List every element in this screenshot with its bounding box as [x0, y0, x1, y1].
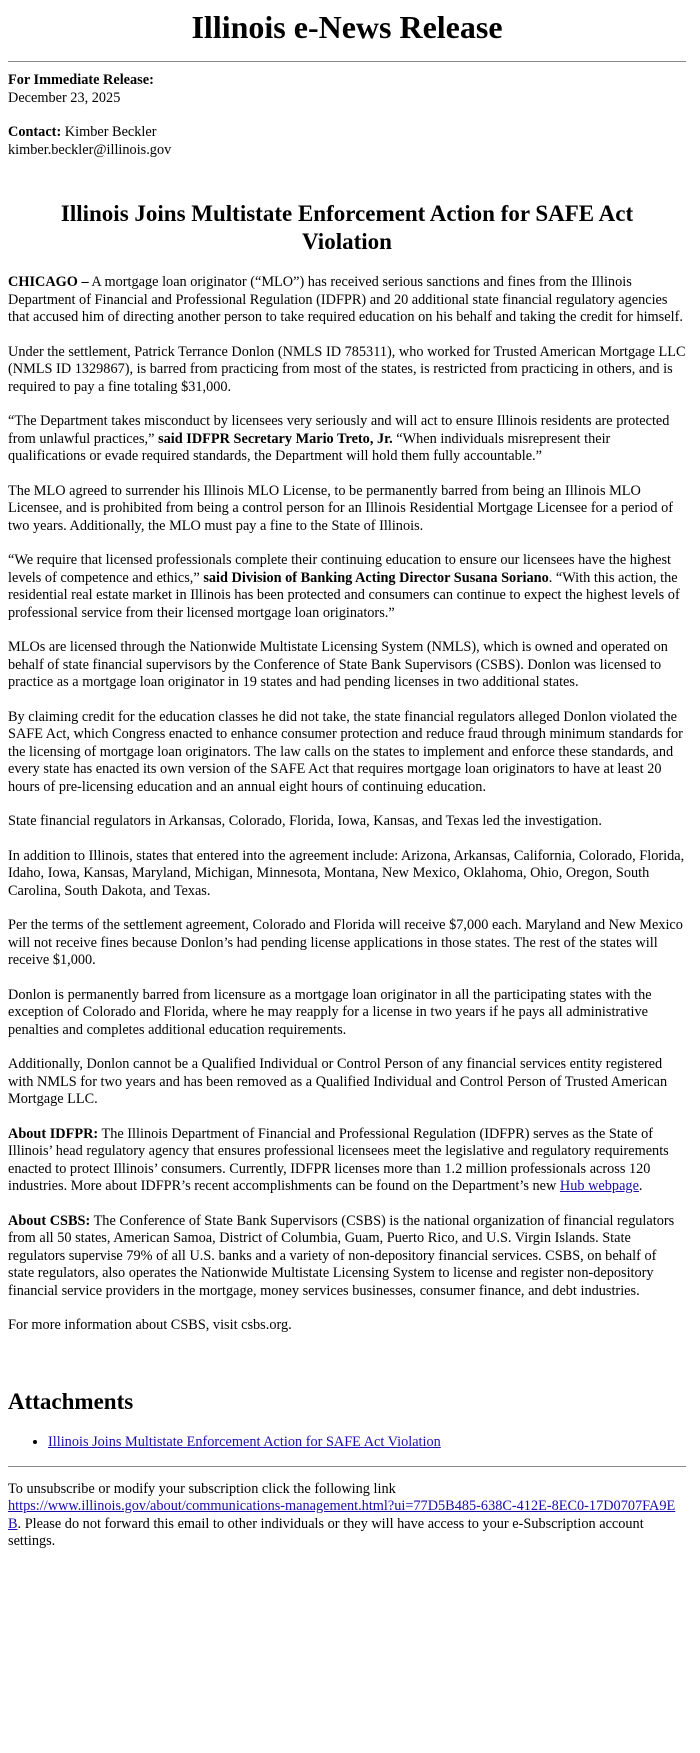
quote-attribution: said IDFPR Secretary Mario Treto, Jr. — [158, 430, 393, 447]
article-headline: Illinois Joins Multistate Enforcement Action for SAFE Act Violation — [60, 201, 634, 254]
contact-email: kimber.beckler@illinois.gov — [8, 141, 172, 158]
dateline: CHICAGO – — [8, 274, 89, 290]
paragraph-about-idfpr: About IDFPR: The Illinois Department of Financial and Professional Regulation (IDFPR) serves as the State of Illinois’ head regulatory agency that ensures professional licensees meet the legislative and regulatory requirements enacted to protect Illinois’ consumers. Currently, IDFPR licenses more than 1.2 million professionals across 120 industries. More about IDFPR’s recent accomplishments can be found on the Department’s new Hub webpage. — [8, 1125, 669, 1194]
paragraph-investigation: State financial regulators in Arkansas, Colorado, Florida, Iowa, Kansas, and Texas led the investigation. — [8, 813, 602, 829]
footer-divider — [8, 1466, 686, 1467]
hub-webpage-link[interactable]: Hub webpage — [559, 1178, 639, 1194]
paragraph-qualified-individual: Additionally, Donlon cannot be a Qualified Individual or Control Person of any financial services entity registered with NMLS for two years and has been removed as a Qualified Individual and Control Person of Trusted American Mortgage LLC. — [8, 1056, 668, 1107]
paragraph-director-quote: “We require that licensed professionals complete their continuing education to ensure our licensees have the highest levels of competence and ethics,” said Division of Banking Acting Director Susana Soriano. “With this action, the residential real estate market in Illinois has been protected and consumers can continue to expect the highest levels of professional service from their licensed mortgage loan originators.” — [8, 552, 680, 621]
paragraph-barred: Donlon is permanently barred from licensure as a mortgage loan originator in all the participating states with the exception of Colorado and Florida, where he may reapply for a license in two years if he pays all administrative penalties and completes additional education requirements. — [8, 986, 652, 1038]
paragraph-nmls: MLOs are licensed through the Nationwide Multistate Licensing System (NMLS), which is owned and operated on behalf of state financial supervisors by the Conference of State Bank Supervisors (CSBS). Donlon was licensed to practice as a mortgage loan originator in 19 states and had pending licenses in two additional states. — [8, 639, 668, 690]
email-body — [0, 8, 690, 1551]
release-label: For Immediate Release: — [8, 72, 154, 88]
attachment-link[interactable]: Illinois Joins Multistate Enforcement Action for SAFE Act Violation — [48, 1433, 441, 1450]
masthead-title: Illinois e-News Release — [191, 9, 503, 45]
subscription-management-link[interactable]: https://www.illinois.gov/about/communications-management.html?ui=77D5B485-638C-412E-8EC0-17D0707FA9EB — [8, 1498, 676, 1532]
paragraph-intro: CHICAGO – A mortgage loan originator (“MLO”) has received serious sanctions and fines from the Illinois Department of Financial and Professional Regulation (IDFPR) and 20 additional state financial regulatory agencies that accused him of directing another person to take required education on his behalf and taking the credit for himself. — [8, 274, 683, 325]
release-info — [8, 72, 686, 107]
attachments-heading: Attachments — [8, 1388, 134, 1414]
paragraph-states: In addition to Illinois, states that entered into the agreement include: Arizona, Arkansas, California, Colorado, Florida, Idaho, Iowa, Kansas, Maryland, Michigan, Minnesota, Montana, New Mexico, Oklahoma, Ohio, Oregon, South Carolina, South Dakota, and Texas. — [8, 847, 685, 899]
list-item — [48, 1433, 686, 1451]
paragraph-secretary-quote: “The Department takes misconduct by licensees very seriously and will act to ensure Illinois residents are protected from unlawful practices,” said IDFPR Secretary Mario Treto, Jr. “When individuals misrepresent their qualifications or evade required standards, the Department will hold them fully accountable.” — [8, 413, 670, 464]
paragraph-fines: Per the terms of the settlement agreement, Colorado and Florida will receive $7,000 each. Maryland and New Mexico will not receive fines because Donlon’s had pending license applications in those states. The rest of the states will receive $1,000. — [8, 917, 683, 968]
paragraph-more-info: For more information about CSBS, visit csbs.org. — [8, 1317, 292, 1333]
paragraph-license-surrender: The MLO agreed to surrender his Illinois MLO License, to be permanently barred from being an Illinois MLO Licensee, and is prohibited from being a control person for an Illinois Residential Mortgage Licensee for a period of two years. Additionally, the MLO must pay a fine to the State of Illinois. — [8, 482, 673, 534]
contact-name: Kimber Beckler — [64, 124, 157, 140]
quote-attribution: said Division of Banking Acting Director Susana Soriano — [203, 569, 549, 586]
header-divider — [8, 61, 686, 62]
contact-info — [8, 124, 686, 159]
about-idfpr-label: About IDFPR: — [8, 1125, 99, 1142]
contact-line — [8, 124, 686, 142]
paragraph-settlement: Under the settlement, Patrick Terrance Donlon (NMLS ID 785311), who worked for Trusted American Mortgage LLC (NMLS ID 1329867), is barred from practicing from most of the states, is restricted from practicing in others, and is required to pay a fine totaling $31,000. — [8, 343, 686, 395]
paragraph-about-csbs: About CSBS: The Conference of State Bank Supervisors (CSBS) is the national organization of financial regulators from all 50 states, American Samoa, District of Columbia, Guam, Puerto Rico, and U.S. Virgin Islands. State regulators supervise 79% of all U.S. banks and a variety of non-depository financial services. CSBS, on behalf of state regulators, also operates the Nationwide Multistate Licensing System to license and register non-depository financial service providers in the mortgage, money services businesses, consumer finance, and debt industries. — [8, 1212, 675, 1299]
contact-label: Contact: — [8, 124, 62, 140]
attachments-list — [8, 1433, 686, 1451]
paragraph-safe-act: By claiming credit for the education classes he did not take, the state financial regulators alleged Donlon violated the SAFE Act, which Congress enacted to enhance consumer protection and reduce fraud through minimum standards for the licensing of mortgage loan originators. The law calls on the states to implement and enforce these standards, and every state has enacted its own version of the SAFE Act that requires mortgage loan originators to have at least 20 hours of pre-licensing education and an annual eight hours of continuing education. — [8, 708, 683, 795]
unsubscribe-notice: To unsubscribe or modify your subscription click the following link https://www.illinois.gov/about/communications-management.html?ui=77D5B485-638C-412E-8EC0-17D0707FA9EB. Please do not forward this email to other individuals or they will have access to your e-Subscription account settings. — [8, 1480, 676, 1549]
about-csbs-label: About CSBS: — [8, 1212, 91, 1229]
release-date: December 23, 2025 — [8, 89, 121, 106]
